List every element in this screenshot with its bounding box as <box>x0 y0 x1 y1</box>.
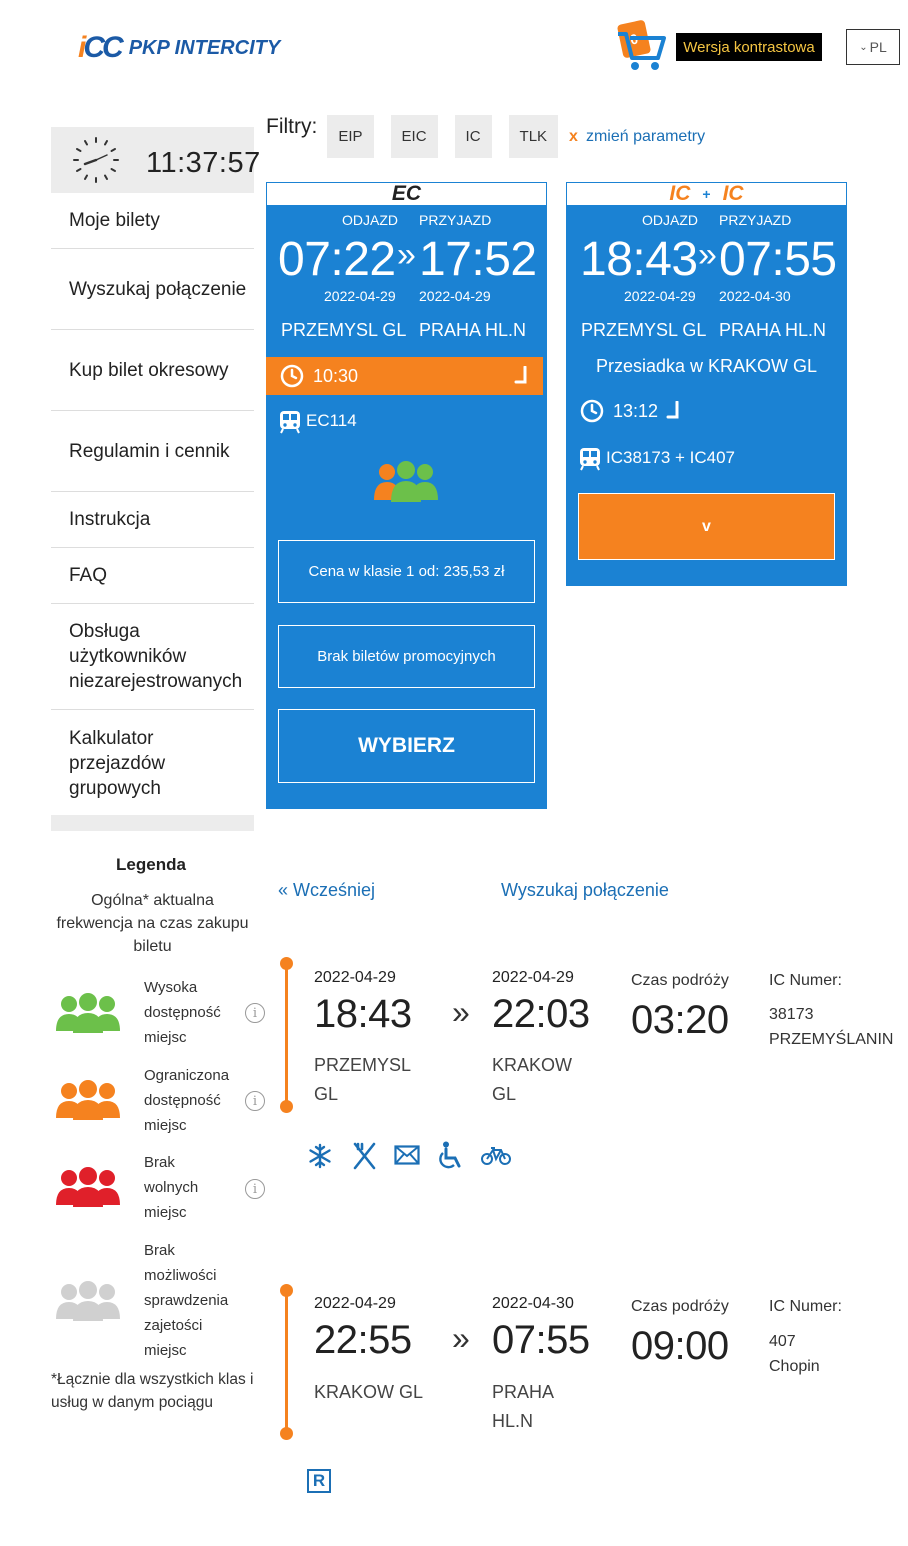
departure-time: 07:22 <box>278 233 396 286</box>
segment-arrival-station: PRAHA HL.N <box>492 1382 554 1431</box>
duration-time: 13:12 <box>613 401 659 421</box>
train-icon <box>279 410 301 434</box>
brand-ic: IC <box>669 182 691 205</box>
ic-number: 407 <box>769 1333 796 1350</box>
info-icon[interactable]: i <box>245 1179 265 1199</box>
arrival-station: PRAHA HL.N <box>419 320 527 340</box>
cart-count: 0 <box>617 19 651 58</box>
train-name: Chopin <box>769 1358 820 1375</box>
brand-ic: IC <box>722 182 744 205</box>
transfer-info: Przesiadka w KRAKOW GL <box>595 356 818 376</box>
segment-line <box>285 1290 288 1433</box>
legend-high-label: Wysoka dostępność miejsc <box>144 979 221 1046</box>
segment-end-dot <box>280 1427 293 1440</box>
arrival-label: PRZYJAZD <box>719 212 792 228</box>
segment-departure-station: PRZEMYSL GL <box>314 1055 411 1104</box>
segment-arrival-station: KRAKOW GL <box>492 1055 573 1104</box>
contrast-version-button[interactable]: Wersja kontrastowa <box>676 33 822 61</box>
sidebar-footer <box>51 815 254 831</box>
segment-departure-time: 18:43 <box>314 992 412 1036</box>
pkp-intercity-logo[interactable] <box>78 28 338 68</box>
restaurant-icon <box>352 1142 378 1170</box>
occupancy-limited-icon <box>55 1080 121 1120</box>
occupancy-high-icon <box>55 993 121 1033</box>
duration-bar <box>266 357 543 395</box>
logo-text: PKP INTERCITY <box>128 36 281 59</box>
departure-station: PRZEMYSL GL <box>581 320 707 340</box>
ic-number: 38173 <box>769 1006 814 1023</box>
connection-card-2 <box>566 182 847 586</box>
clock-icon <box>71 135 121 185</box>
segment-arrival-time: 07:55 <box>492 1318 590 1362</box>
arrow-separator: » <box>698 236 717 274</box>
travel-time-label: Czas podróży <box>631 1298 729 1315</box>
filters-label: Filtry: <box>266 114 318 138</box>
filters-bar <box>266 115 705 158</box>
arrival-label: PRZYJAZD <box>419 212 492 228</box>
segment-end-dot <box>280 1100 293 1113</box>
expand-details-button[interactable]: v <box>578 493 835 560</box>
ic-number-label: IC Numer: <box>769 1298 842 1315</box>
sidebar-item-unregistered-users[interactable]: Obsługa użytkowników niezarejestrowanych <box>51 604 254 710</box>
legend-unknown-label: Brak możliwości sprawdzenia zajetości miejsc <box>144 1242 229 1359</box>
bicycle-icon <box>481 1146 511 1166</box>
departure-date: 2022-04-29 <box>624 288 696 304</box>
mail-icon <box>394 1145 420 1165</box>
sidebar-item-group-calculator[interactable]: Kalkulator przejazdów grupowych <box>69 727 166 799</box>
seat-icon <box>514 366 530 386</box>
travel-time: 03:20 <box>631 998 729 1042</box>
card-brand-header <box>566 182 847 206</box>
cart-icon <box>612 20 668 72</box>
sidebar-item-my-tickets[interactable]: Moje bilety <box>51 193 254 249</box>
language-value: PL <box>869 39 887 55</box>
arrival-station: PRAHA HL.N <box>719 320 827 340</box>
filter-chip-ic[interactable]: IC <box>455 115 492 158</box>
occupancy-full-icon <box>55 1167 121 1207</box>
departure-date: 2022-04-29 <box>324 288 396 304</box>
card-brand-header <box>266 182 547 206</box>
snowflake-icon <box>307 1143 333 1169</box>
clock-icon <box>280 364 304 388</box>
segment-arrow: » <box>452 994 470 1030</box>
segment-arrival-time: 22:03 <box>492 992 590 1036</box>
arrival-date: 2022-04-29 <box>419 288 491 304</box>
sidebar-item-faq[interactable]: FAQ <box>51 548 254 604</box>
occupancy-unknown-icon <box>55 1281 121 1321</box>
legend-title: Legenda <box>116 855 186 874</box>
sidebar-item-search-connection[interactable]: Wyszukaj połączenie <box>51 249 254 330</box>
departure-label: ODJAZD <box>642 212 698 228</box>
segment-departure-date: 2022-04-29 <box>314 969 396 986</box>
filter-chip-eic[interactable]: EIC <box>391 115 438 158</box>
legend-full-label: Brak wolnych miejsc <box>144 1154 199 1221</box>
language-select[interactable] <box>846 29 900 65</box>
arrival-time: 07:55 <box>719 233 837 286</box>
logo-mark: iCC <box>78 31 121 64</box>
segment-departure-time: 22:55 <box>314 1318 412 1362</box>
arrival-time: 17:52 <box>419 233 537 286</box>
sidebar-item-season-ticket[interactable]: Kup bilet okresowy <box>51 330 254 411</box>
travel-time: 09:00 <box>631 1324 729 1368</box>
sidebar-item-instructions[interactable]: Instrukcja <box>51 492 254 548</box>
choose-button[interactable]: WYBIERZ <box>278 709 535 783</box>
arrow-separator: » <box>397 236 416 274</box>
clock-panel <box>51 127 261 193</box>
segment-arrow: » <box>452 1320 470 1356</box>
filter-chip-eip[interactable]: EIP <box>327 115 373 158</box>
sidebar-menu <box>51 193 254 816</box>
train-number: EC114 <box>306 411 357 430</box>
duration-time: 10:30 <box>313 366 359 386</box>
legend-limited-label: Ograniczona dostępność miejsc <box>144 1067 230 1134</box>
chevron-down-icon: ⌄ <box>859 41 868 53</box>
train-numbers: IC38173 + IC407 <box>606 448 736 467</box>
reservation-icon: R <box>307 1469 331 1493</box>
filter-chip-tlk[interactable]: TLK <box>509 115 559 158</box>
sidebar-item-rules-pricing[interactable]: Regulamin i cennik <box>51 411 254 492</box>
clock-icon <box>580 399 604 423</box>
price-button[interactable]: Cena w klasie 1 od: 235,53 zł <box>278 540 535 603</box>
train-icon <box>579 447 601 471</box>
segment-arrival-date: 2022-04-29 <box>492 969 574 986</box>
clock-time: 11:37:57 <box>146 147 261 179</box>
plus-sign: + <box>702 186 711 202</box>
promo-tickets-button[interactable]: Brak biletów promocyjnych <box>278 625 535 688</box>
change-parameters-link[interactable]: zmień parametry <box>585 127 706 145</box>
info-icon[interactable]: i <box>245 1003 265 1023</box>
clear-filters-icon[interactable]: x <box>569 127 578 145</box>
cart-button[interactable] <box>612 20 668 72</box>
search-connection-link[interactable]: Wyszukaj połączenie <box>501 880 669 900</box>
seat-icon <box>666 401 682 421</box>
segment-arrival-date: 2022-04-30 <box>492 1295 574 1312</box>
ic-number-label: IC Numer: <box>769 972 842 989</box>
segment-departure-date: 2022-04-29 <box>314 1295 396 1312</box>
earlier-link[interactable]: « Wcześniej <box>278 880 376 900</box>
arrival-date: 2022-04-30 <box>719 288 791 304</box>
departure-label: ODJAZD <box>342 212 398 228</box>
legend-description: Ogólna* aktualna frekwencja na czas zakupu biletu <box>56 892 249 955</box>
segment-line <box>285 964 288 1106</box>
train-name: PRZEMYŚLANIN <box>769 1031 894 1048</box>
connection-card-1 <box>266 182 547 809</box>
departure-station: PRZEMYSL GL <box>281 320 407 340</box>
info-icon[interactable]: i <box>245 1091 265 1111</box>
segment-departure-station: KRAKOW GL <box>314 1382 424 1402</box>
wheelchair-icon <box>438 1141 464 1169</box>
travel-time-label: Czas podróży <box>631 972 729 989</box>
occupancy-icon <box>373 460 439 502</box>
legend-footnote: *Łącznie dla wszystkich klas i usług w danym pociągu <box>51 1371 254 1411</box>
brand-ec: EC <box>391 182 422 205</box>
departure-time: 18:43 <box>580 233 698 286</box>
